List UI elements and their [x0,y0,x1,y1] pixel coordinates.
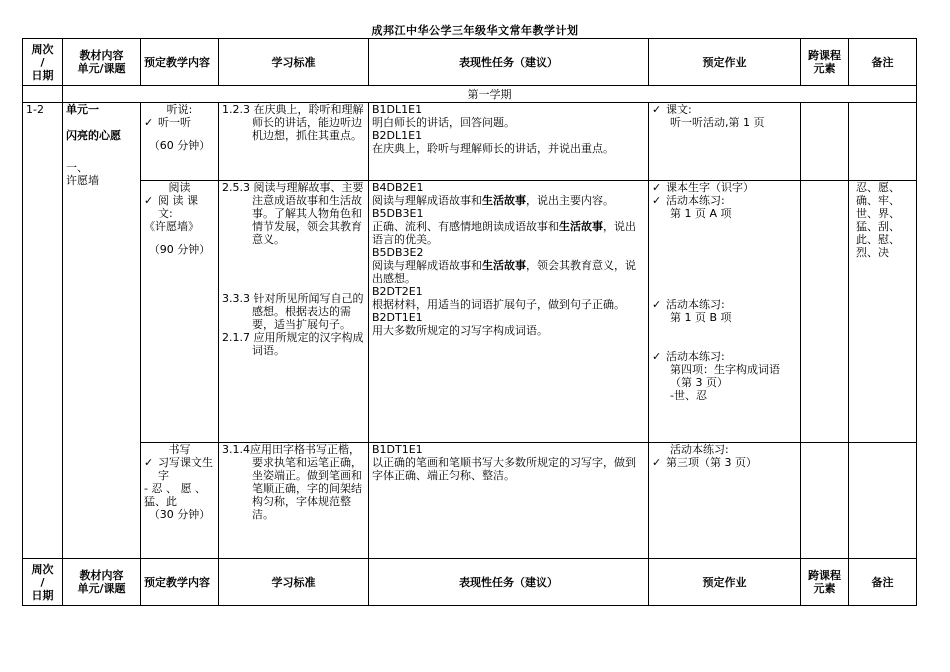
header-content: 预定教学内容 [141,39,219,86]
write-characters: - 忍 、 愿 、猛、此 [144,482,206,508]
read-standard-3: 2.1.7 应用所规定的汉字构成词语。 [222,331,364,357]
task-code: B5DB3E1 [372,207,424,220]
listen-standard: 1.2.3 在庆典上，聆听和理解师长的讲话，能边听边机边想，抓住其重点。 [222,103,364,142]
write-time: （30 分钟） [148,508,211,521]
task-code: B5DB3E2 [372,246,424,259]
semester-label: 第一学期 [63,86,917,103]
listen-content-cell [141,103,219,181]
task-code: B1DT1E1 [372,443,423,456]
homework-text: 第四项：生字构成词语（第 3 页） [670,363,780,389]
listen-homework-cell [649,103,801,181]
listen-task-cell [369,103,649,181]
lesson-number: 一、 [66,161,88,174]
table-header-row [23,39,917,86]
header-standard: 学习标准 [219,559,369,606]
table-footer-header-row [23,559,917,606]
write-standard: 3.1.4应用田字格书写正楷，要求执笔和运笔正确，坐姿端正。做到笔画和笔顺正确，字的间架结构匀称，字体规范整洁。 [222,443,362,521]
homework-text: 第 1 页 A 项 [670,207,732,220]
task-text: 正确、流利、有感情地朗读成语故事和生活故事，说出语言的优美。 [372,220,636,246]
unit-cell [63,103,141,559]
write-task-cell [369,443,649,559]
table-row [23,443,917,559]
homework-item: ✓ 活动本练习: [652,194,797,207]
read-task-cell [369,181,649,443]
header-standard: 学习标准 [219,39,369,86]
header-week: 周次 / 日期 [23,559,63,606]
task-code: B2DT1E1 [372,311,423,324]
task-text: 在庆典上，聆听与理解师长的讲话，并说出重点。 [372,142,614,155]
listen-label: 听说: [166,103,193,116]
read-time: （90 分钟） [148,243,211,256]
homework-item: ✓ 课文: [652,103,797,116]
read-lesson: 《许愿墙》 [144,220,199,233]
read-content-cell [141,181,219,443]
unit-theme: 闪亮的心愿 [66,129,121,142]
read-label: 阅读 [168,181,191,194]
homework-text: -世、忍 [670,389,707,402]
table-row [23,103,917,181]
task-code: B1DL1E1 [372,103,423,116]
task-text: 用大多数所规定的习写字构成词语。 [372,324,548,337]
listen-time: （60 分钟） [148,139,211,152]
task-text: 阅读与理解成语故事和生活故事，领会其教育意义，说出感想。 [372,259,636,285]
lesson-name: 许愿墙 [66,174,99,187]
task-code: B2DT2E1 [372,285,423,298]
write-standard-cell [219,443,369,559]
header-task: 表现性任务（建议） [369,39,649,86]
listen-notes-cell [849,103,917,181]
page-title: 成邦江中华公学三年级华文常年教学计划 [371,24,579,37]
header-notes: 备注 [849,559,917,606]
table-row [23,181,917,443]
write-content-cell [141,443,219,559]
task-code: B4DB2E1 [372,181,424,194]
write-homework-cell [649,443,801,559]
semester-row [23,86,917,103]
header-unit: 教材内容 单元/课题 [63,559,141,606]
read-standard-2: 3.3.3 针对所见所闻写自己的感想。根据表达的需要，适当扩展句子。 [222,292,364,331]
read-cross-cell [801,181,849,443]
task-text: 阅读与理解成语故事和生活故事，说出主要内容。 [372,194,614,207]
notes-characters: 忍、愿、确、牢、世、界、猛、刮、此、慰、烈、决 [856,181,900,259]
header-homework: 预定作业 [649,39,801,86]
header-cross-curricular: 跨课程 元素 [801,559,849,606]
read-standard-cell [219,181,369,443]
listen-item: ✓ 听一听 [144,116,215,129]
week-cell: 1-2 [23,103,63,559]
homework-item: ✓ 课本生字（识字） [652,181,797,194]
read-notes-cell [849,181,917,443]
header-homework: 预定作业 [649,559,801,606]
write-label: 书写 [168,443,191,456]
read-item: ✓ 阅 读 课 文: [144,194,215,220]
task-text: 根据材料，用适当的词语扩展句子，做到句子正确。 [372,298,625,311]
write-item: ✓ 习写课文生字 [144,456,215,482]
header-task: 表现性任务（建议） [369,559,649,606]
header-week: 周次 / 日期 [23,39,63,86]
write-cross-cell [801,443,849,559]
header-cross-curricular: 跨课程 元素 [801,39,849,86]
homework-text: 第 1 页 B 项 [670,311,732,324]
homework-item: ✓ 活动本练习: [652,298,797,311]
listen-cross-cell [801,103,849,181]
header-unit: 教材内容 单元/课题 [63,39,141,86]
task-text: 以正确的笔画和笔顺书写大多数所规定的习写字，做到字体正确、端正匀称、整洁。 [372,456,636,482]
homework-text: 活动本练习: [670,443,729,456]
read-standard-1: 2.5.3 阅读与理解故事、主要注意成语故事和生活故事。了解其人物角色和情节发展，领会其教育意义。 [222,181,364,246]
homework-item: ✓ 活动本练习: [652,350,797,363]
read-homework-cell [649,181,801,443]
task-code: B2DL1E1 [372,129,423,142]
write-notes-cell [849,443,917,559]
homework-text: 听一听活动,第 1 页 [670,116,765,129]
listen-standard-cell [219,103,369,181]
unit-name: 单元一 [66,103,99,116]
task-text: 明白师长的讲话，回答问题。 [372,116,515,129]
header-content: 预定教学内容 [141,559,219,606]
teaching-plan-table [22,38,917,606]
header-notes: 备注 [849,39,917,86]
homework-item: ✓ 第三项（第 3 页） [652,456,797,469]
